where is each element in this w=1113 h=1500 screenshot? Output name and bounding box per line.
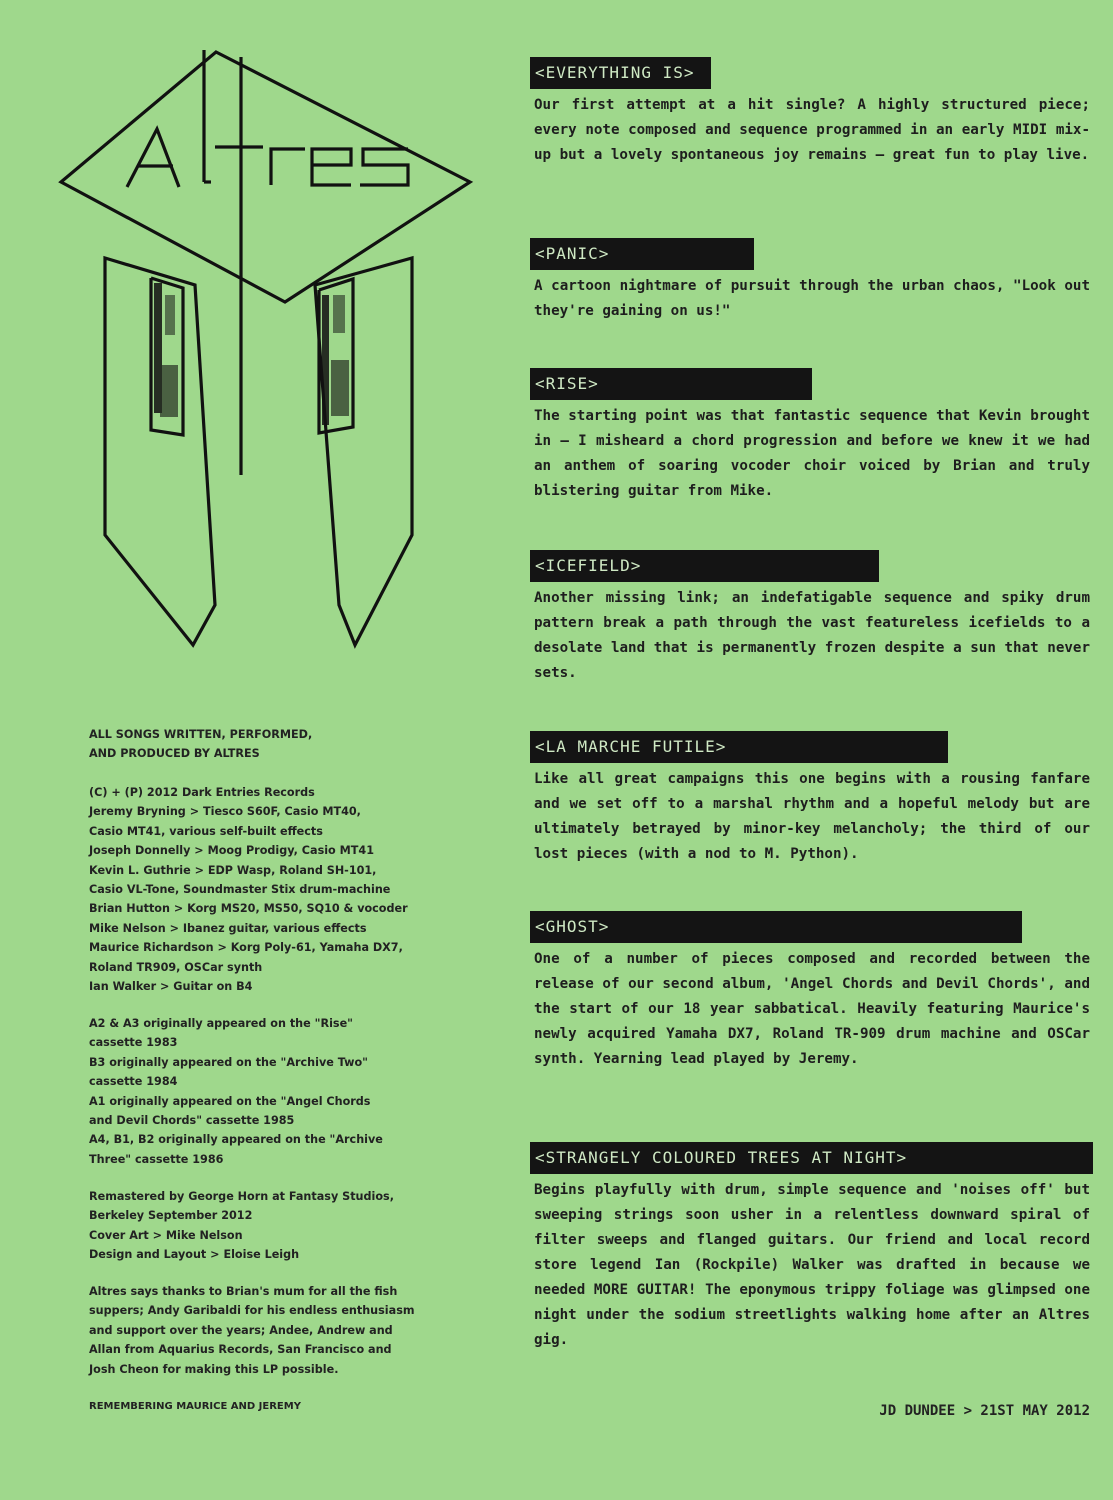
- track-title: <STRANGELY COLOURED TREES AT NIGHT>: [530, 1142, 1093, 1174]
- altres-logo: [55, 45, 475, 665]
- credit-line: (C) + (P) 2012 Dark Entries Records: [89, 786, 315, 799]
- track-strangely-coloured-trees: [530, 1142, 1095, 1353]
- credit-line: Remastered by George Horn at Fantasy Studios,: [89, 1190, 394, 1203]
- track-rise: [530, 368, 1095, 504]
- credit-line: Cover Art > Mike Nelson: [89, 1228, 243, 1242]
- credits-origins: [89, 1014, 469, 1169]
- track-description: Another missing link; an indefatigable sequence and spiky drum pattern break a path through the vast featureless icefields to a desolate land that is permanently frozen despite a sun that never sets.: [534, 590, 1090, 681]
- credit-line: Casio VL-Tone, Soundmaster Stix drum-machine: [89, 883, 391, 897]
- credit-line: Brian Hutton > Korg MS20, MS50, SQ10 & vocoder: [89, 902, 408, 916]
- credit-line: Joseph Donnelly > Moog Prodigy, Casio MT41: [89, 844, 374, 858]
- credit-line: and support over the years; Andee, Andrew and: [89, 1323, 393, 1337]
- credit-line: Josh Cheon for making this LP possible.: [89, 1362, 339, 1376]
- credits-personnel: [89, 783, 469, 996]
- track-title: <RISE>: [530, 368, 812, 400]
- credit-line: Casio MT41, various self-built effects: [89, 824, 323, 838]
- credit-line: Maurice Richardson > Korg Poly-61, Yamaha DX7,: [89, 941, 403, 955]
- credit-line: A1 originally appeared on the "Angel Chords: [89, 1094, 371, 1108]
- credit-line: and Devil Chords" cassette 1985: [89, 1114, 295, 1128]
- credit-line: B3 originally appeared on the "Archive Two": [89, 1055, 368, 1069]
- track-panic: [530, 238, 1095, 324]
- track-title: <PANIC>: [530, 238, 754, 270]
- credit-line: Kevin L. Guthrie > EDP Wasp, Roland SH-101,: [89, 863, 377, 877]
- credit-line: Berkeley September 2012: [89, 1209, 253, 1223]
- track-description: Like all great campaigns this one begins with a rousing fanfare and we set off to a marshal rhythm and a hopeful melody but are ultimately betrayed by minor-key melancholy; the third of our lost pieces (with a nod to M. Python).: [534, 771, 1090, 862]
- track-la-marche-futile: [530, 731, 1095, 867]
- track-ghost: [530, 911, 1095, 1072]
- credit-line: Allan from Aquarius Records, San Francisco and: [89, 1343, 392, 1357]
- track-title: <ICEFIELD>: [530, 550, 879, 582]
- credit-line: A2 & A3 originally appeared on the "Rise": [89, 1017, 353, 1030]
- track-description: A cartoon nightmare of pursuit through the urban chaos, "Look out they're gaining on us!": [534, 278, 1090, 319]
- credit-line: Mike Nelson > Ibanez guitar, various effects: [89, 921, 367, 935]
- credit-line: A4, B1, B2 originally appeared on the "Archive: [89, 1133, 383, 1147]
- credit-line: Altres says thanks to Brian's mum for all the fish: [89, 1285, 398, 1298]
- credit-line: ALL SONGS WRITTEN, PERFORMED,: [89, 728, 313, 741]
- credit-line: Jeremy Bryning > Tiesco S60F, Casio MT40,: [89, 805, 361, 819]
- track-title: <LA MARCHE FUTILE>: [530, 731, 948, 763]
- track-title: <EVERYTHING IS>: [530, 57, 711, 89]
- credit-line: AND PRODUCED BY ALTRES: [89, 747, 260, 761]
- track-title: <GHOST>: [530, 911, 1022, 943]
- credits-written: [89, 725, 469, 764]
- track-description: Our first attempt at a hit single? A highly structured piece; every note composed and sequence programmed in an early MIDI mix-up but a lovely spontaneous joy remains — great fun to play live.: [534, 97, 1090, 163]
- credit-line: Three" cassette 1986: [89, 1152, 224, 1166]
- credit-line: cassette 1983: [89, 1036, 178, 1050]
- track-description: The starting point was that fantastic sequence that Kevin brought in — I misheard a chord progression and before we knew it we had an anthem of soaring vocoder choir voiced by Brian and truly blistering guitar from Mike.: [534, 408, 1090, 499]
- track-icefield: [530, 550, 1095, 686]
- credit-line: Design and Layout > Eloise Leigh: [89, 1248, 300, 1262]
- credit-line: Roland TR909, OSCar synth: [89, 960, 263, 974]
- track-description: Begins playfully with drum, simple sequence and 'noises off' but sweeping strings soon usher in a relentless downward spiral of filter sweeps and flanged guitars. Our friend and local record store legend Ian (Rockpile) Walker was drafted in because we needed MORE GUITAR! The eponymous trippy foliage was glimpsed one night under the sodium streetlights walking home after an Altres gig.: [534, 1182, 1090, 1348]
- credits-remembering: [89, 1397, 469, 1416]
- credits-thanks: [89, 1282, 469, 1379]
- track-description: One of a number of pieces composed and recorded between the release of our second album, 'Angel Chords and Devil Chords', and the start of our 18 year sabbatical. Heavily featuring Maurice's newly acquired Yamaha DX7, Roland TR-909 drum machine and OSCar synth. Yearning lead played by Jeremy.: [534, 951, 1090, 1067]
- remembering-line: REMEMBERING MAURICE AND JEREMY: [89, 1401, 301, 1412]
- credit-line: suppers; Andy Garibaldi for his endless enthusiasm: [89, 1304, 415, 1318]
- credits-production: [89, 1187, 469, 1265]
- track-everything-is: [530, 57, 1095, 168]
- credit-line: Ian Walker > Guitar on B4: [89, 980, 253, 994]
- signature: JD DUNDEE > 21ST MAY 2012: [879, 1403, 1090, 1419]
- credit-line: cassette 1984: [89, 1075, 178, 1089]
